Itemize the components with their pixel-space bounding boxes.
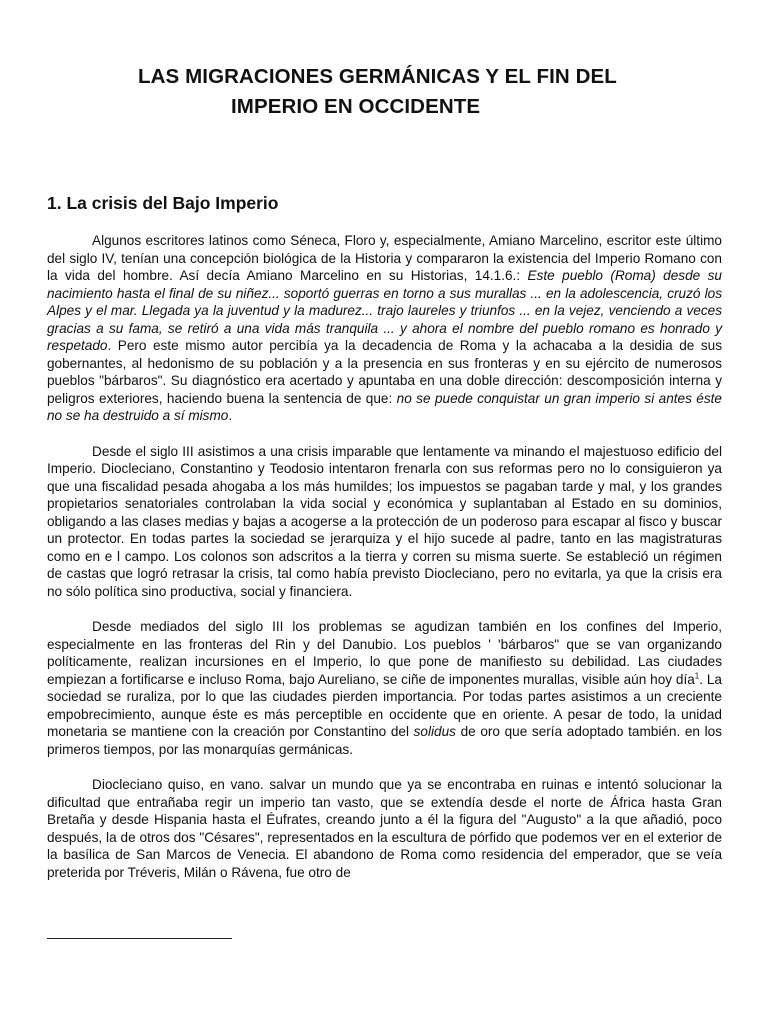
paragraph-2: Desde el siglo III asistimos a una crisis imparable que lentamente va minando el majestuoso edificio del Imperio. Diocleciano, Constantino y Teodosio intentaron frenarla con sus reformas pero no lo consiguieron ya que una fiscalidad pesada ahogaba a los más humildes; los impuestos se pagaban tarde y mal, y los grandes propietarios senatoriales controlaban la vida social y económica y suplantaban al Estado en su dominios, obligando a las clases medias y bajas a acogerse a la protección de un poderoso para escapar al fisco y buscar un protector. En todas partes la sociedad se jerarquiza y el hijo sucede al padre, tanto en las magistraturas como en e l campo. Los colonos son adscritos a la tierra y corren su misma suerte. Se estableció un régimen de castas que logró retrasar la crisis, tal como había previsto Diocleciano, pero no evitarla, ya que la crisis era no sólo política sino productiva, social y financiera.: [47, 443, 722, 599]
paragraph-1: [47, 232, 722, 425]
paragraph-4: Diocleciano quiso, en vano. salvar un mundo que ya se encontraba en ruinas e intentó solucionar la dificultad que entrañaba regir un imperio tan vasto, que se extendía desde el norte de África hasta Gran Bretaña y desde Hispania hasta el Éufrates, creando junto a él la figura del "Augusto" a la que añadió, poco después, la de otros dos "Césares", representados en la escultura de pórfido que podemos ver en el exterior de la basílica de San Marcos de Venecia. El abandono de Roma como residencia del emperador, que se veía preterida por Tréveris, Milán o Rávena, fue otro de: [47, 777, 722, 880]
paragraph-3: [47, 618, 722, 758]
paragraph-1-text-a: Algunos escritores latinos como Séneca, Floro y, especialmente, Amiano Marcelino, escritor este último del siglo IV, tenían una concepción biológica de la Historia y compararon la existencia del Imperio Romano con la vida del hombre. Así decía Amiano Marcelino en su Historias, 14.1.6.:: [47, 233, 722, 283]
document-title-line-2: IMPERIO EN OCCIDENTE: [231, 95, 481, 118]
paragraph-3-text-c: de oro que sería adoptado también. en los primeros tiempos, por las monarquías germánicas.: [47, 724, 723, 757]
document-title-line-1: LAS MIGRACIONES GERMÁNICAS Y EL FIN DEL: [138, 65, 617, 88]
paragraph-1-quote-a: Este pueblo (Roma) desde su nacimiento hasta el final de su niñez... soportó guerras en torno a sus murallas ... en la adolescencia, cruzó los Alpes y el mar. Llegada ya la juventud y la madurez... trajo laureles y triunfos ... en la vejez, venciendo a veces gracias a su fama, se retiró a una vida más tranquila ... y ahora el nombre del pueblo romano es honrado y respetado: [47, 268, 722, 353]
body-text: [47, 232, 722, 899]
paragraph-1-text-c: .: [228, 408, 233, 423]
paragraph-3-text-a: Desde mediados del siglo III los problemas se agudizan también en los confines del Imperio, especialmente en las fronteras del Rin y del Danubio. Los pueblos ' 'bárbaros" que se van organizando políticamente, realizan incursiones en el Imperio, lo que pone de manifiesto su debilidad. Las ciudades empiezan a fortificarse e incluso Roma, bajo Aureliano, se ciñe de imponentes murallas, visible aún hoy día: [47, 619, 722, 687]
paragraph-3-italic-term: solidus: [413, 724, 456, 739]
section-heading: 1. La crisis del Bajo Imperio: [47, 193, 279, 213]
document-title: [0, 62, 768, 122]
paragraph-3-text-b: . La sociedad se ruraliza, por lo que las ciudades pierden importancia. Por todas partes asistimos a un creciente empobrecimiento, aunque éste es más perceptible en occidente que en oriente. A pesar de todo, la unidad monetaria se mantiene con la creación por Constantino del: [47, 671, 722, 739]
paragraph-1-text-b: . Pero este mismo autor percibía ya la decadencia de Roma y la achacaba a la desidia de sus gobernantes, al hedonismo de su población y a la presencia en sus fronteras y en su ejército de numerosos pueblos "bárbaros". Su diagnóstico era acertado y apuntaba en una doble dirección: descomposición interna y peligros exteriores, haciendo buena la sentencia de que:: [47, 338, 722, 406]
paragraph-1-quote-b: no se puede conquistar un gran imperio si antes éste no se ha destruido a sí mismo: [47, 390, 722, 423]
footnote-reference[interactable]: 1: [694, 670, 700, 680]
footnote-separator: [47, 938, 232, 939]
